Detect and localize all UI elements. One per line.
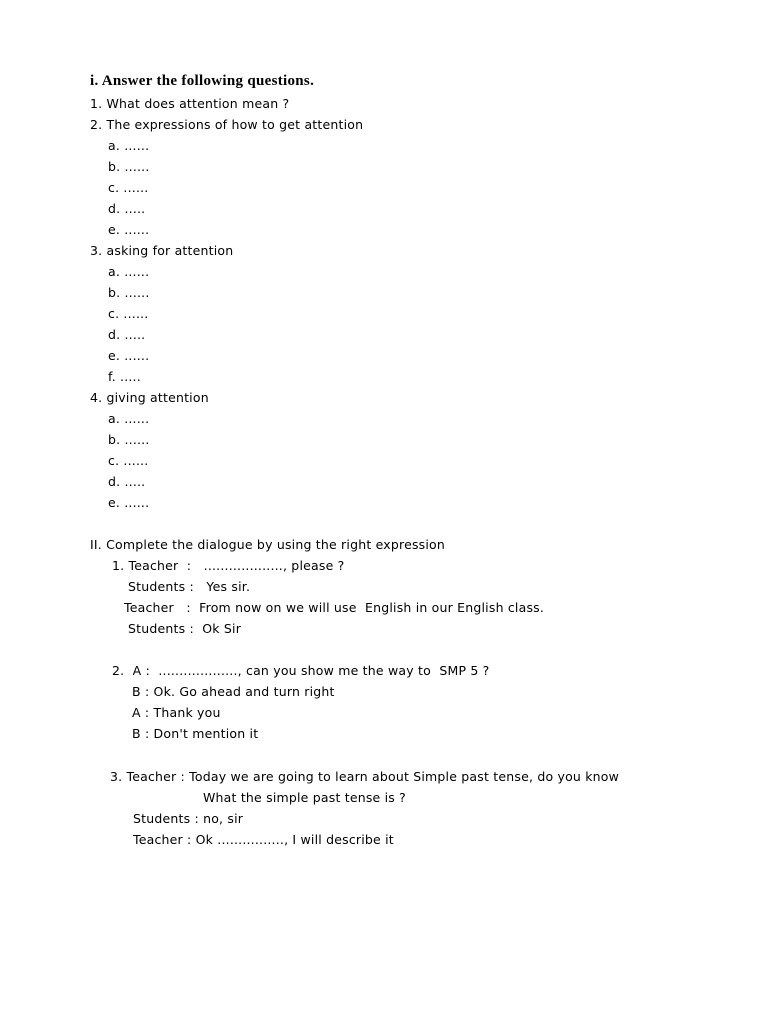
dialogue-2-line: B : Don't mention it [132,726,259,741]
dialogue-3-line: Teacher : Ok ................, I will describe it [133,832,394,847]
dialogue-2-line: B : Ok. Go ahead and turn right [132,684,335,699]
dialogue-1-line: Students : Yes sir. [128,579,251,594]
answer-line: a. ...... [108,411,150,426]
answer-line: e. ...... [108,495,150,510]
dialogue-2-line: 2. A : ..................., can you show me the way to SMP 5 ? [112,663,490,678]
answer-line: e. ...... [108,222,150,237]
section-1-heading: i. Answer the following questions. [90,73,315,89]
dialogue-1-line: Students : Ok Sir [128,621,242,636]
dialogue-3-line: Students : no, sir [133,811,244,826]
question-2: 2. The expressions of how to get attention [90,117,364,132]
answer-line: c. ...... [108,306,149,321]
section-2-heading: II. Complete the dialogue by using the right expression [90,537,446,552]
dialogue-1-line: Teacher : From now on we will use English in our English class. [124,600,545,615]
answer-line: f. ..... [108,369,141,384]
answer-line: d. ..... [108,327,146,342]
dialogue-3-line: What the simple past tense is ? [203,790,407,805]
answer-line: e. ...... [108,348,150,363]
answer-line: b. ...... [108,159,150,174]
answer-line: b. ...... [108,432,150,447]
dialogue-3-line: 3. Teacher : Today we are going to learn about Simple past tense, do you know [110,769,620,784]
answer-line: a. ...... [108,264,150,279]
question-4: 4. giving attention [90,390,209,405]
answer-line: b. ...... [108,285,150,300]
dialogue-1-line: 1. Teacher : ..................., please ? [112,558,345,573]
answer-line: d. ..... [108,474,146,489]
answer-line: c. ...... [108,180,149,195]
question-1: 1. What does attention mean ? [90,96,290,111]
answer-line: c. ...... [108,453,149,468]
answer-line: a. ...... [108,138,150,153]
answer-line: d. ..... [108,201,146,216]
question-3: 3. asking for attention [90,243,234,258]
dialogue-2-line: A : Thank you [132,705,221,720]
